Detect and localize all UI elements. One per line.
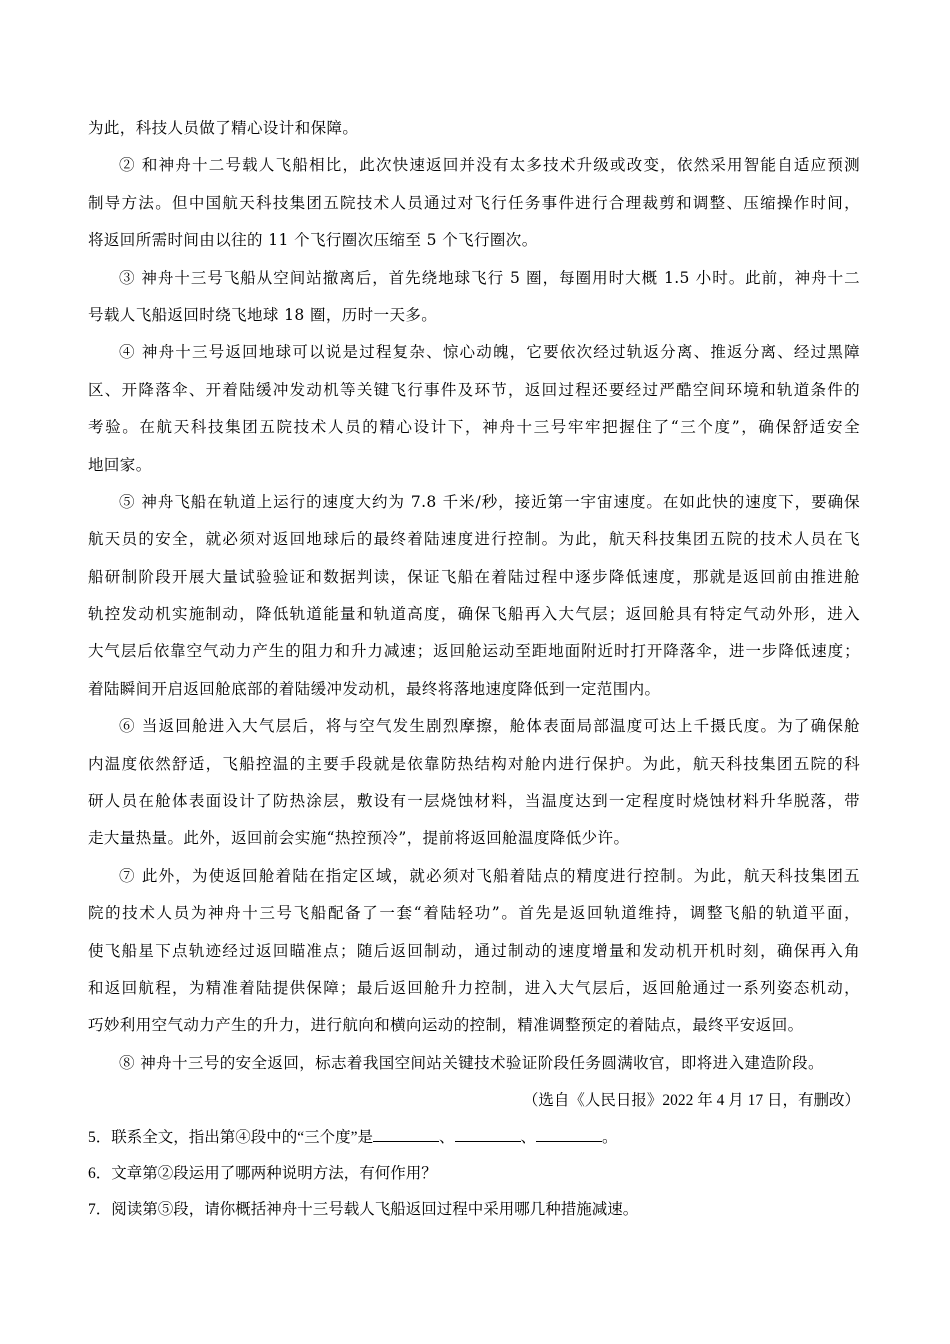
- text-line: ② 和神舟十二号载人飞船相比，此次快速返回并没有太多技术升级或改变，依然采用智能自适应预测: [119, 156, 860, 175]
- text-line: ⑦ 此外，为使返回舱着陆在指定区域，就必须对飞船着陆点的精度进行控制。为此，航天科技集团五: [119, 866, 860, 885]
- paragraph-3: [88, 260, 860, 335]
- source-citation: （选自《人民日报》2022 年 4 月 17 日，有删改）: [522, 1092, 860, 1110]
- text-line: 航天员的安全，就必须对返回地球后的最终着陆速度进行控制。为此，航天科技集团五院的技术人员在飞: [88, 530, 860, 549]
- paragraph-1: [88, 110, 860, 147]
- text-line: 船研制阶段开展大量试验验证和数据判读，保证飞船在着陆过程中逐步降低速度，那就是返回前由推进舱: [88, 567, 860, 586]
- question-5-end: 。: [602, 1128, 618, 1146]
- text-line: ③ 神舟十三号飞船从空间站撤离后，首先绕地球飞行 5 圈，每圈用时大概 1.5 小时。此前，神舟十二: [119, 268, 860, 287]
- paragraph-7: [88, 858, 860, 1045]
- paragraph-8: [88, 1045, 860, 1082]
- text-line: 走大量热量。此外，返回前会实施“热控预冷”，提前将返回舱温度降低少许。: [88, 829, 630, 848]
- question-7: 7．阅读第⑤段，请你概括神舟十三号载人飞船返回过程中采用哪几种措施减速。: [88, 1200, 639, 1218]
- text-line: 院的技术人员为神舟十三号飞船配备了一套“着陆轻功”。首先是返回轨道维持，调整飞船的轨道平面，: [88, 904, 860, 923]
- text-line: 号载人飞船返回时绕飞地球 18 圈，历时一天多。: [88, 305, 438, 324]
- text-line: 考验。在航天科技集团五院技术人员的精心设计下，神舟十三号牢牢把握住了“三个度”，确保舒适安全: [88, 418, 860, 437]
- text-line: 地回家。: [88, 455, 152, 474]
- text-line: 研人员在舱体表面设计了防热涂层，敷设有一层烧蚀材料，当温度达到一定程度时烧蚀材料升华脱落，带: [88, 792, 860, 811]
- question-5: [88, 1120, 860, 1156]
- answer-blank-3[interactable]: [536, 1127, 602, 1142]
- paragraph-5: [88, 484, 860, 708]
- text-line: 大气层后依靠空气动力产生的阻力和升力减速；返回舱运动至距地面附近时打开降落伞，进一步降低速度；: [88, 642, 860, 661]
- text-line: 轨控发动机实施制动，降低轨道能量和轨道高度，确保飞船再入大气层；返回舱具有特定气动外形，进入: [88, 605, 860, 624]
- blank-separator: 、: [439, 1128, 455, 1146]
- question-5-text: 5．联系全文，指出第④段中的“三个度”是: [88, 1128, 374, 1146]
- paragraph-2: [88, 147, 860, 259]
- text-line: 区、开降落伞、开着陆缓冲发动机等关键飞行事件及环节，返回过程还要经过严酷空间环境和轨道条件的: [88, 380, 860, 399]
- paragraph-4: [88, 334, 860, 484]
- document-page: [88, 110, 860, 1228]
- answer-blank-2[interactable]: [455, 1127, 521, 1142]
- text-line: 为此，科技人员做了精心设计和保障。: [88, 119, 359, 137]
- text-line: ④ 神舟十三号返回地球可以说是过程复杂、惊心动魄，它要依次经过轨返分离、推返分离、经过黑障: [119, 343, 860, 362]
- question-6: 6．文章第②段运用了哪两种说明方法，有何作用？: [88, 1164, 437, 1182]
- text-line: 制导方法。但中国航天科技集团五院技术人员通过对飞行任务事件进行合理裁剪和调整、压缩操作时间，: [88, 193, 860, 212]
- text-line: 着陆瞬间开启返回舱底部的着陆缓冲发动机，最终将落地速度降低到一定范围内。: [88, 679, 661, 698]
- paragraph-6: [88, 708, 860, 858]
- text-line: 巧妙利用空气动力产生的升力，进行航向和横向运动的控制，精准调整预定的着陆点，最终平安返回。: [88, 1016, 804, 1035]
- text-line: ⑤ 神舟飞船在轨道上运行的速度大约为 7.8 千米/秒，接近第一宇宙速度。在如此快的速度下，要确保: [119, 492, 860, 511]
- text-line: ⑧ 神舟十三号的安全返回，标志着我国空间站关键技术验证阶段任务圆满收官，即将进入建造阶段。: [119, 1053, 824, 1072]
- text-line: 内温度依然舒适，飞船控温的主要手段就是依靠防热结构对舱内进行保护。为此，航天科技集团五院的科: [88, 754, 860, 773]
- text-line: ⑥ 当返回舱进入大气层后，将与空气发生剧烈摩擦，舱体表面局部温度可达上千摄氏度。为了确保舱: [119, 717, 860, 736]
- blank-separator: 、: [520, 1128, 537, 1146]
- answer-blank-1[interactable]: [373, 1127, 439, 1142]
- text-line: 和返回航程，为精准着陆提供保障；最后返回舱升力控制，进入大气层后，返回舱通过一系列姿态机动，: [88, 978, 860, 997]
- text-line: 使飞船星下点轨迹经过返回瞄准点；随后返回制动，通过制动的速度增量和发动机开机时刻，确保再入角: [88, 941, 860, 960]
- text-line: 将返回所需时间由以往的 11 个飞行圈次压缩至 5 个飞行圈次。: [88, 231, 538, 250]
